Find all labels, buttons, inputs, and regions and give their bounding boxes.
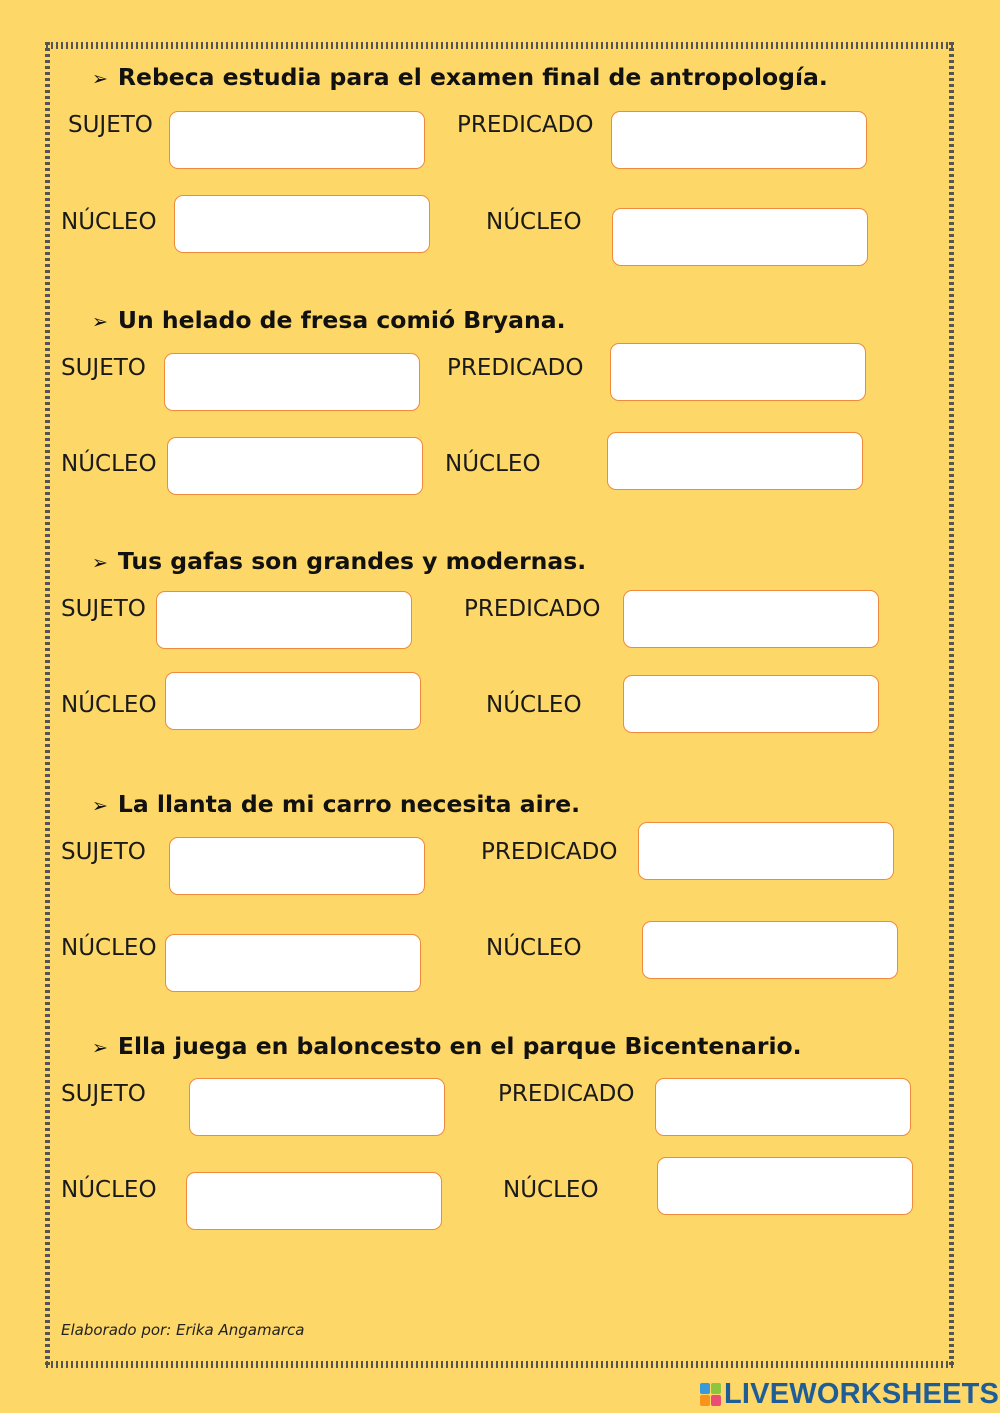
subject-answer-box[interactable] <box>156 591 412 649</box>
predicate-label: PREDICADO <box>481 839 618 865</box>
sentence-1: ➢ Rebeca estudia para el examen final de antropología. <box>92 63 828 91</box>
subject-nucleus-label: NÚCLEO <box>61 451 157 477</box>
sentence-3: ➢ Tus gafas son grandes y modernas. <box>92 547 587 575</box>
frame-left <box>45 42 50 1368</box>
predicate-label: PREDICADO <box>464 596 601 622</box>
author-credit: Elaborado por: Erika Angamarca <box>61 1321 305 1339</box>
predicate-nucleus-label: NÚCLEO <box>486 209 582 235</box>
subject-nucleus-label: NÚCLEO <box>61 1177 157 1203</box>
predicate-answer-box[interactable] <box>655 1078 911 1136</box>
predicate-nucleus-label: NÚCLEO <box>486 935 582 961</box>
arrowhead-bullet-icon: ➢ <box>92 552 108 574</box>
subject-nucleus-answer-box[interactable] <box>174 195 430 253</box>
sentence-5: ➢ Ella juega en baloncesto en el parque Bicentenario. <box>92 1032 802 1060</box>
arrowhead-bullet-icon: ➢ <box>92 1037 108 1059</box>
subject-label: SUJETO <box>61 596 146 622</box>
subject-nucleus-label: NÚCLEO <box>61 935 157 961</box>
predicate-label: PREDICADO <box>457 112 594 138</box>
arrowhead-bullet-icon: ➢ <box>92 795 108 817</box>
predicate-label: PREDICADO <box>447 355 584 381</box>
predicate-answer-box[interactable] <box>611 111 867 169</box>
frame-top <box>46 42 954 49</box>
predicate-nucleus-answer-box[interactable] <box>607 432 863 490</box>
liveworksheets-logo-icon <box>700 1383 721 1406</box>
predicate-nucleus-answer-box[interactable] <box>612 208 868 266</box>
predicate-answer-box[interactable] <box>610 343 866 401</box>
subject-nucleus-label: NÚCLEO <box>61 209 157 235</box>
frame-right <box>949 42 954 1368</box>
subject-label: SUJETO <box>61 1081 146 1107</box>
sentence-2: ➢ Un helado de fresa comió Bryana. <box>92 306 566 334</box>
frame-bottom <box>46 1361 954 1368</box>
subject-nucleus-answer-box[interactable] <box>165 934 421 992</box>
subject-label: SUJETO <box>61 355 146 381</box>
subject-nucleus-answer-box[interactable] <box>165 672 421 730</box>
predicate-nucleus-answer-box[interactable] <box>642 921 898 979</box>
subject-label: SUJETO <box>61 839 146 865</box>
subject-label: SUJETO <box>68 112 153 138</box>
subject-nucleus-answer-box[interactable] <box>186 1172 442 1230</box>
liveworksheets-brand[interactable] <box>700 1378 999 1411</box>
subject-answer-box[interactable] <box>164 353 420 411</box>
predicate-label: PREDICADO <box>498 1081 635 1107</box>
subject-answer-box[interactable] <box>189 1078 445 1136</box>
predicate-answer-box[interactable] <box>638 822 894 880</box>
arrowhead-bullet-icon: ➢ <box>92 311 108 333</box>
predicate-nucleus-answer-box[interactable] <box>657 1157 913 1215</box>
predicate-nucleus-label: NÚCLEO <box>445 451 541 477</box>
subject-answer-box[interactable] <box>169 837 425 895</box>
predicate-nucleus-label: NÚCLEO <box>486 692 582 718</box>
predicate-nucleus-answer-box[interactable] <box>623 675 879 733</box>
subject-nucleus-answer-box[interactable] <box>167 437 423 495</box>
subject-nucleus-label: NÚCLEO <box>61 692 157 718</box>
subject-answer-box[interactable] <box>169 111 425 169</box>
arrowhead-bullet-icon: ➢ <box>92 68 108 90</box>
predicate-answer-box[interactable] <box>623 590 879 648</box>
sentence-4: ➢ La llanta de mi carro necesita aire. <box>92 790 581 818</box>
predicate-nucleus-label: NÚCLEO <box>503 1177 599 1203</box>
brand-name: LIVEWORKSHEETS <box>724 1378 1000 1410</box>
